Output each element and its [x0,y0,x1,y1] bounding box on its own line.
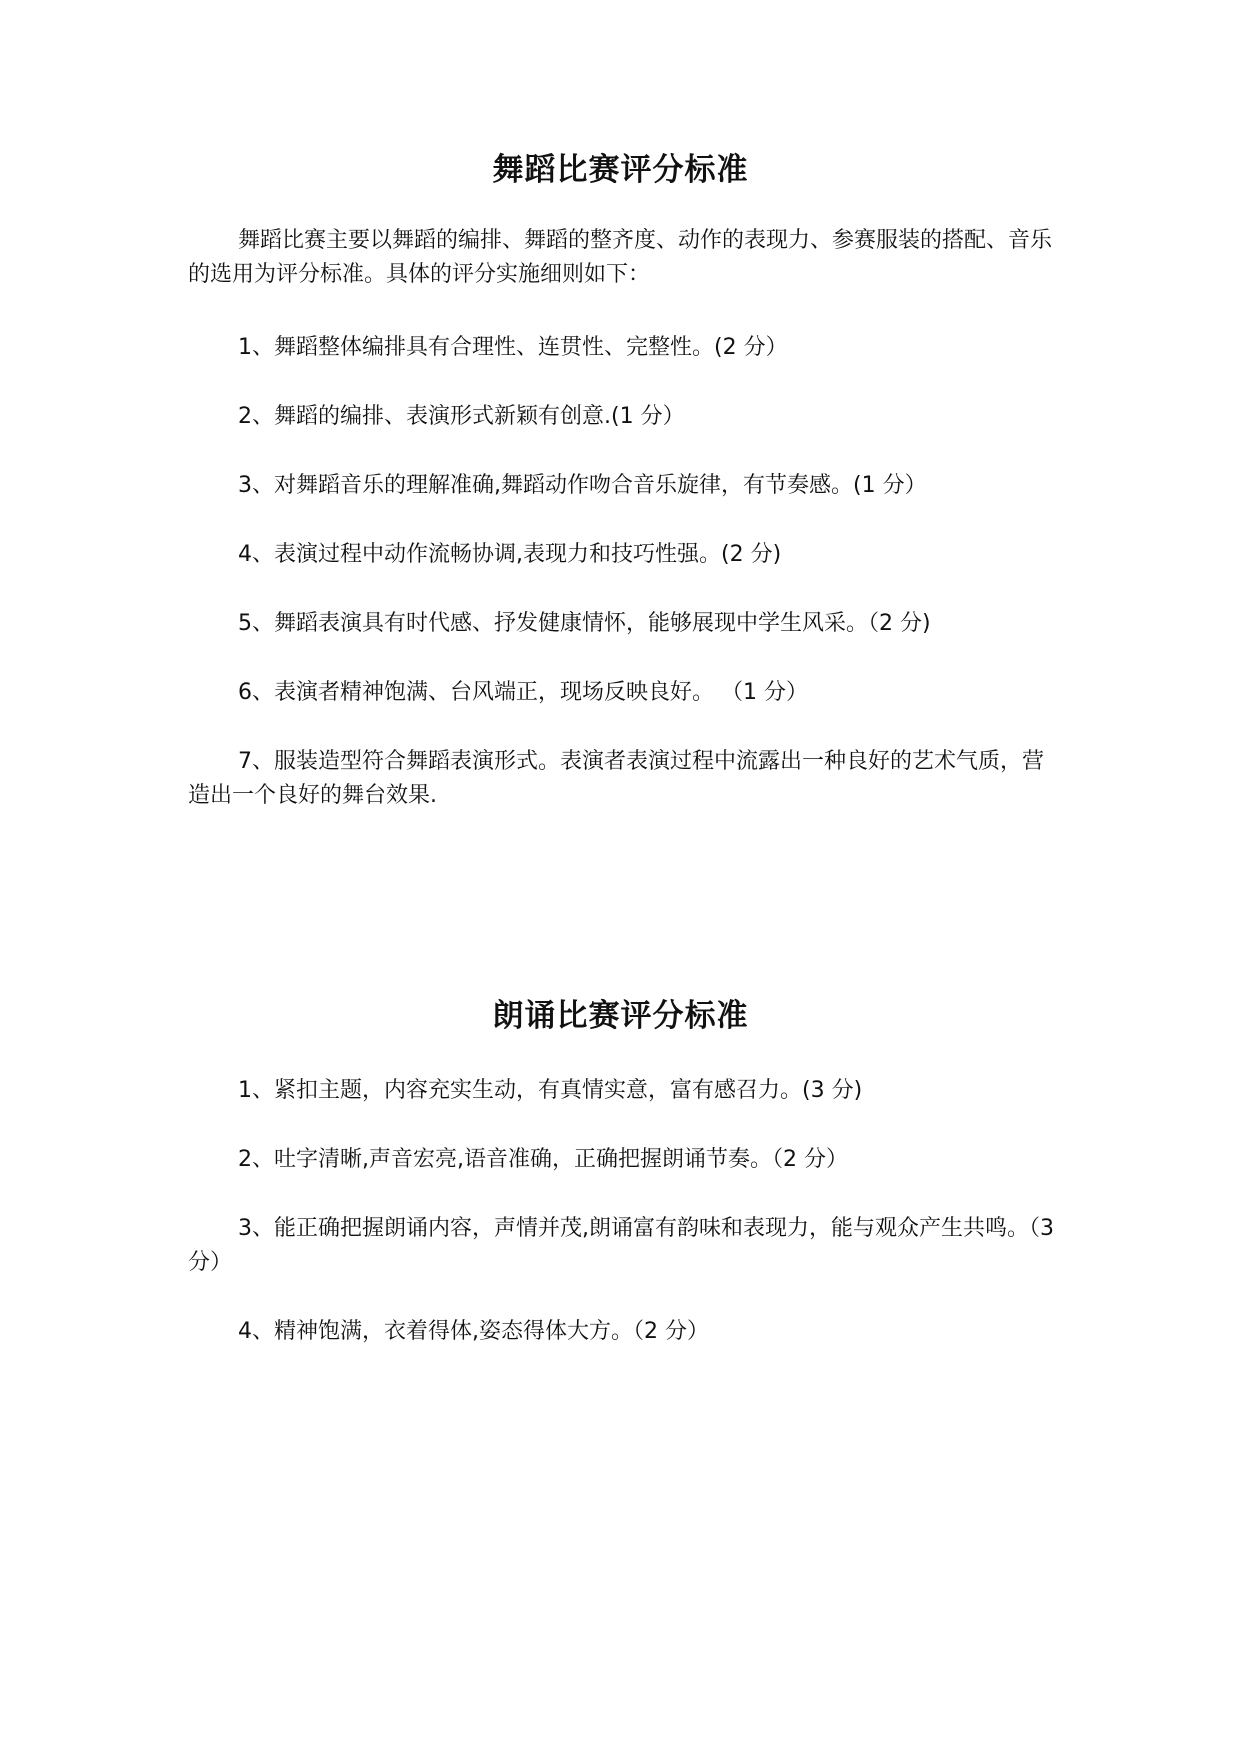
recitation-criterion-3: 3、能正确把握朗诵内容，声情并茂,朗诵富有韵味和表现力，能与观众产生共鸣。（3 分） [188,1216,1054,1275]
dance-criterion-7: 7、服装造型符合舞蹈表演形式。表演者表演过程中流露出一种良好的艺术气质，营造出一个良好的舞台效果. [188,749,1044,808]
recitation-criterion-4: 4、精神饱满，衣着得体,姿态得体大方。（2 分） [238,1319,709,1344]
dance-section-title: 舞蹈比赛评分标准 [492,152,749,188]
recitation-section-title: 朗诵比赛评分标准 [492,998,749,1034]
dance-criterion-3: 3、对舞蹈音乐的理解准确,舞蹈动作吻合音乐旋律，有节奏感。(1 分） [238,473,927,498]
recitation-criterion-2: 2、吐字清晰,声音宏亮,语音准确，正确把握朗诵节奏。（2 分） [238,1147,848,1172]
dance-criterion-2: 2、舞蹈的编排、表演形式新颖有创意.(1 分） [238,404,685,429]
dance-criterion-5: 5、舞蹈表演具有时代感、抒发健康情怀，能够展现中学生风采。（2 分) [238,611,931,636]
dance-criterion-4: 4、表演过程中动作流畅协调,表现力和技巧性强。(2 分) [238,542,782,567]
recitation-criterion-1: 1、紧扣主题，内容充实生动，有真情实意，富有感召力。(3 分) [238,1078,863,1103]
dance-criterion-1: 1、舞蹈整体编排具有合理性、连贯性、完整性。(2 分） [238,335,788,360]
dance-criterion-6: 6、表演者精神饱满、台风端正，现场反映良好。 （1 分） [238,680,808,705]
dance-intro-paragraph: 舞蹈比赛主要以舞蹈的编排、舞蹈的整齐度、动作的表现力、参赛服装的搭配、音乐的选用为评分标准。具体的评分实施细则如下： [188,228,1053,287]
